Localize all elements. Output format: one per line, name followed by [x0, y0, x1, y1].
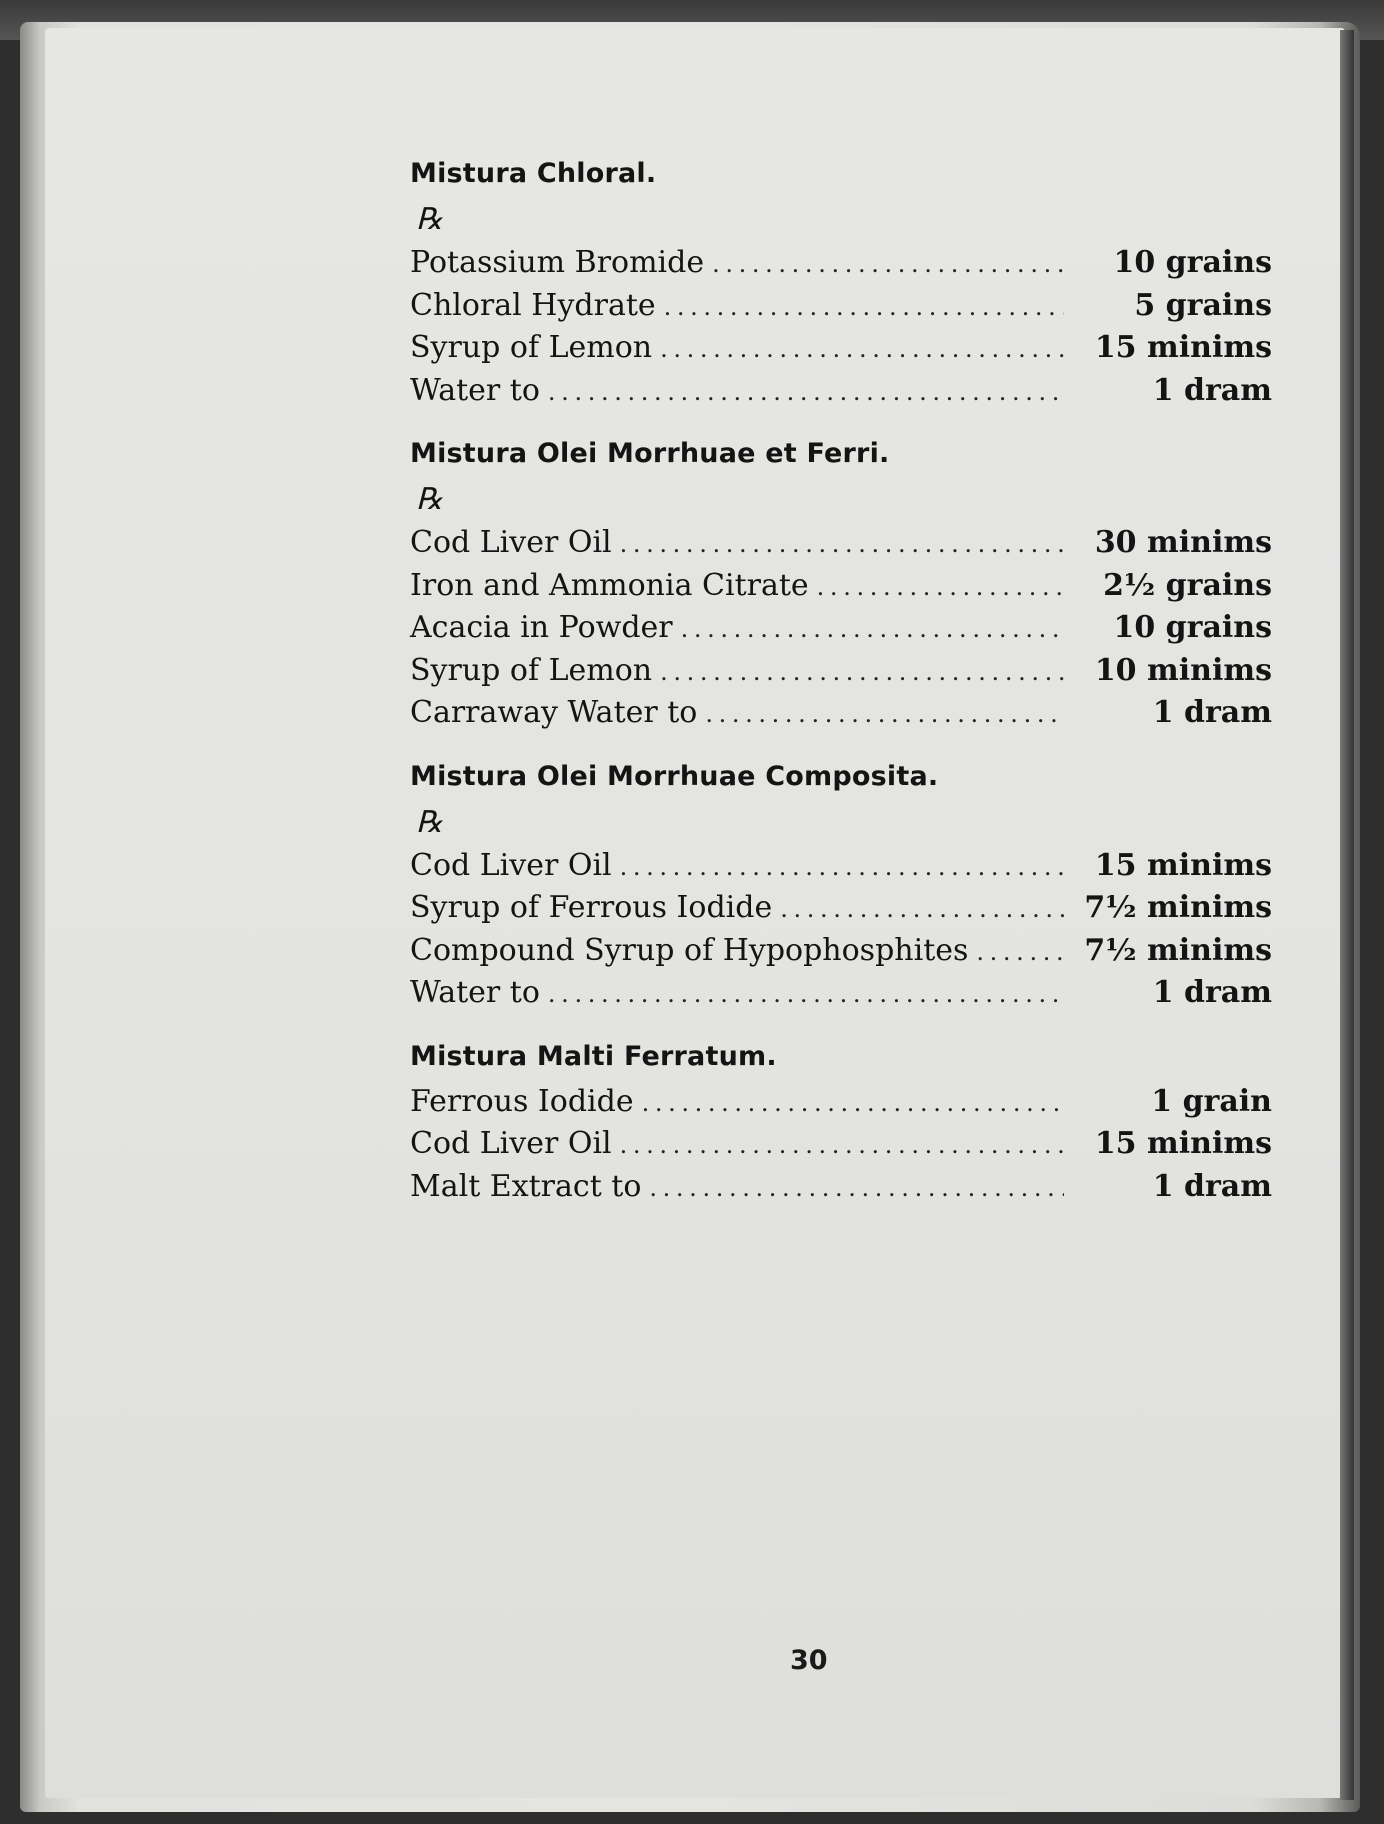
ingredient-quantity: 1 dram [1152, 695, 1272, 730]
ingredient-quantity: 10 grains [1113, 245, 1272, 280]
recipe-mistura-olei-morrhuae-composita [410, 753, 1272, 1015]
section-spacer [410, 735, 1272, 753]
dot-leader [681, 607, 1064, 651]
ingredient-name: Cod Liver Oil [410, 525, 612, 560]
ingredient-name: Chloral Hydrate [410, 287, 656, 323]
ingredient-name: Syrup of Ferrous Iodide [410, 890, 773, 925]
recipe-heading: Mistura Malti Ferratum. [410, 1040, 777, 1072]
ingredient-row [410, 1123, 1272, 1166]
ingredient-name: Potassium Bromide [410, 245, 705, 280]
ingredient-name: Water to [410, 975, 540, 1010]
dot-leader [660, 327, 1064, 371]
ingredient-row [410, 522, 1272, 565]
ingredient-quantity: 5 grains [1134, 287, 1272, 323]
ingredient-name: Water to [410, 372, 540, 408]
ingredient-row [410, 607, 1272, 650]
page-number: 30 [790, 1645, 828, 1676]
ingredient-quantity: 7½ minims [1084, 890, 1272, 925]
ingredient-name: Syrup of Lemon [410, 652, 653, 688]
recipe-mistura-olei-morrhuae-et-ferri [410, 430, 1272, 735]
dot-leader [548, 972, 1064, 1016]
section-spacer [410, 1015, 1272, 1033]
ingredient-quantity: 1 dram [1152, 975, 1272, 1010]
ingredient-name: Syrup of Lemon [410, 330, 653, 365]
dot-leader [664, 285, 1064, 329]
ingredient-row [410, 650, 1272, 693]
ingredient-quantity: 1 dram [1152, 1168, 1272, 1204]
rx-symbol: ℞ [416, 482, 443, 517]
dot-leader [642, 1081, 1064, 1125]
recipe-heading: Mistura Olei Morrhuae et Ferri. [410, 438, 890, 469]
ingredient-name: Malt Extract to [410, 1168, 642, 1204]
ingredient-quantity: 10 grains [1113, 610, 1272, 645]
ingredient-row [410, 845, 1272, 888]
recipe-heading: Mistura Chloral. [410, 158, 657, 189]
recipe-heading: Mistura Olei Morrhuae Composita. [410, 760, 939, 792]
ingredient-row [410, 242, 1272, 285]
ingredient-quantity: 15 minims [1094, 330, 1272, 365]
ingredient-quantity: 30 minims [1094, 525, 1272, 560]
dot-leader [620, 522, 1064, 566]
ingredient-name: Iron and Ammonia Citrate [410, 567, 809, 603]
recipe-mistura-chloral [410, 150, 1272, 412]
dot-leader [660, 650, 1064, 694]
dot-leader [620, 845, 1064, 889]
ingredient-name: Acacia in Powder [410, 610, 673, 645]
ingredient-quantity: 7½ minims [1084, 932, 1272, 968]
ingredient-row [410, 565, 1272, 608]
ingredient-row [410, 972, 1272, 1015]
ingredient-row [410, 1166, 1272, 1209]
ingredient-quantity: 15 minims [1094, 847, 1272, 883]
recipe-content [410, 150, 1272, 1208]
ingredient-name: Compound Syrup of Hypophosphites [410, 932, 969, 968]
ingredient-row [410, 1081, 1272, 1124]
ingredient-name: Cod Liver Oil [410, 847, 612, 883]
ingredient-row [410, 285, 1272, 328]
ingredient-name: Cod Liver Oil [410, 1126, 612, 1161]
ingredient-name: Carraway Water to [410, 695, 698, 730]
recipe-mistura-malti-ferratum [410, 1033, 1272, 1209]
dot-leader [780, 887, 1064, 931]
dot-leader [548, 370, 1064, 414]
ingredient-quantity: 1 grain [1151, 1083, 1272, 1119]
dot-leader [976, 930, 1064, 974]
dot-leader [705, 692, 1064, 736]
ingredient-quantity: 10 minims [1094, 652, 1272, 688]
ingredient-quantity: 1 dram [1152, 372, 1272, 408]
rx-symbol: ℞ [416, 202, 443, 237]
dot-leader [649, 1166, 1064, 1210]
ingredient-row [410, 930, 1272, 973]
ingredient-row [410, 692, 1272, 735]
ingredient-quantity: 15 minims [1094, 1126, 1272, 1161]
ingredient-name: Ferrous Iodide [410, 1083, 634, 1119]
ingredient-quantity: 2½ grains [1103, 567, 1272, 603]
dot-leader [817, 565, 1064, 609]
ingredient-row [410, 370, 1272, 413]
ingredient-row [410, 887, 1272, 930]
dot-leader [712, 242, 1064, 286]
dot-leader [620, 1123, 1064, 1167]
ingredient-row [410, 327, 1272, 370]
rx-symbol: ℞ [416, 804, 443, 840]
page-edge [1340, 30, 1354, 1800]
section-spacer [410, 412, 1272, 430]
